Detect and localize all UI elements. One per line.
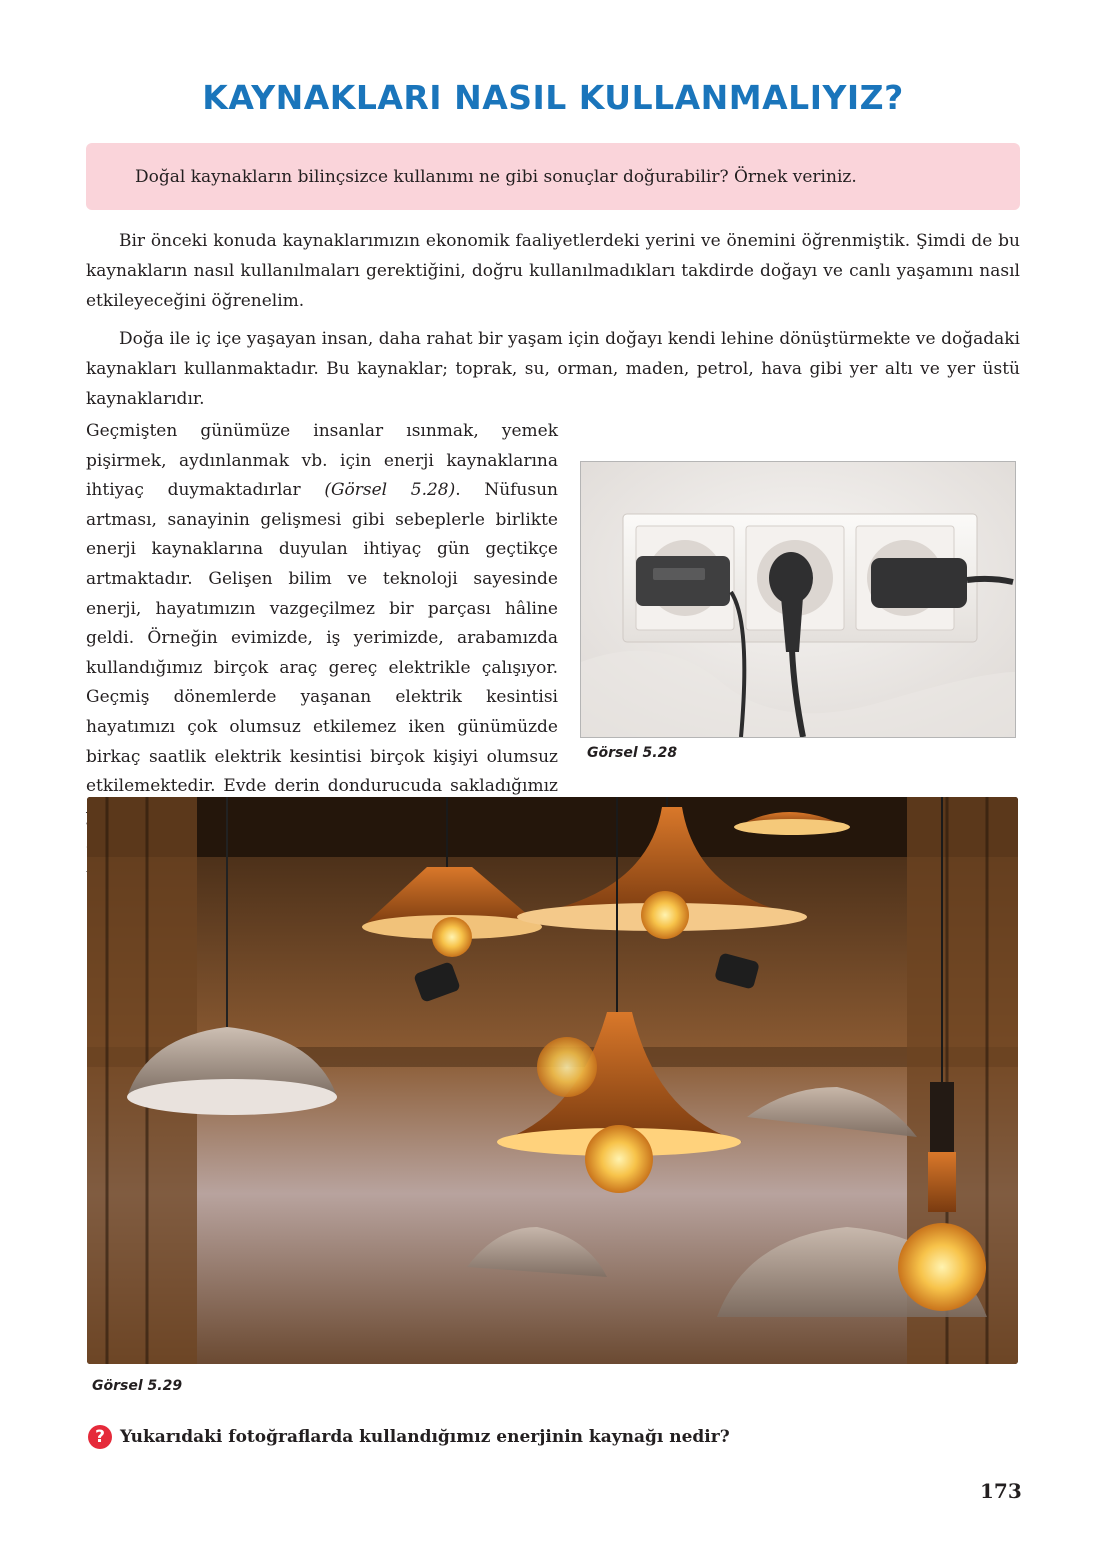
caption-gorsel-5-28: Görsel 5.28 (587, 745, 678, 761)
question-box-text: Doğal kaynakların bilinçsizce kullanımı ne gibi sonuçlar doğurabilir? Örnek veriniz. (135, 167, 857, 187)
question-box (86, 143, 1020, 210)
page-number: 173 (980, 1479, 1022, 1503)
caption-gorsel-5-29: Görsel 5.29 (92, 1378, 183, 1394)
pendant-lamps-photo (87, 797, 1018, 1364)
paragraph-2: Doğa ile iç içe yaşayan insan, daha rahat bir yaşam için doğayı kendi lehine dönüştürmekte ve doğadaki kaynakları kullanmaktadır. Bu kaynaklar; toprak, su, orman, maden, petrol, hava gibi yer altı ve yer üstü kaynaklarıdır. (86, 329, 1020, 409)
question-mark-icon: ? (88, 1425, 112, 1449)
bottom-question-text: Yukarıdaki fotoğraflarda kullandığımız enerjinin kaynağı nedir? (120, 1427, 730, 1447)
socket-illustration (581, 462, 1015, 737)
socket-photo (580, 461, 1016, 738)
paragraph-3-part2: . Nüfusun artması, sanayinin gelişmesi gibi sebeplerle birlikte enerji kaynaklarına duyulan ihtiyaç gün geçtikçe artmaktadır. Gelişen bilim ve teknoloji sayesinde enerji, hayatımızın vazgeçilmez bir parçası hâline geldi. Örneğin evimizde, iş yerimizde, arabamızda kullandığımız birçok araç gereç elektrikle çalışıyor. Geçmiş dönemlerde yaşanan elektrik kesintisi hayatımızı çok olumsuz etkilemez iken günümüzde birkaç saatlik elektrik kesintisi birçok kişiyi olumsuz etkilemektedir. Evde derin dondurucuda sakladığımız (86, 480, 559, 797)
bottom-question (88, 1424, 730, 1450)
paragraph-1: Bir önceki konuda kaynaklarımızın ekonomik faaliyetlerdeki yerini ve önemini öğrenmiştik. Şimdi de bu kaynakların nasıl kullanılmaları gerektiğini, doğru kullanılmadıkları takdirde doğayı ve canlı yaşamını nasıl etkileyeceğini öğrenelim. (86, 231, 1020, 311)
page-title: KAYNAKLARI NASIL KULLANMALIYIZ? (202, 78, 904, 117)
reference-gorsel-5-28: (Görsel 5.28) (324, 480, 456, 501)
paragraph-3-part1: Geçmişten günümüze insanlar ısınmak, yemek pişirmek, aydınlanmak vb. için enerji kaynaklarına ihtiyaç duymaktadırlar (86, 421, 558, 501)
pendant-lamps-illustration (87, 797, 1018, 1364)
